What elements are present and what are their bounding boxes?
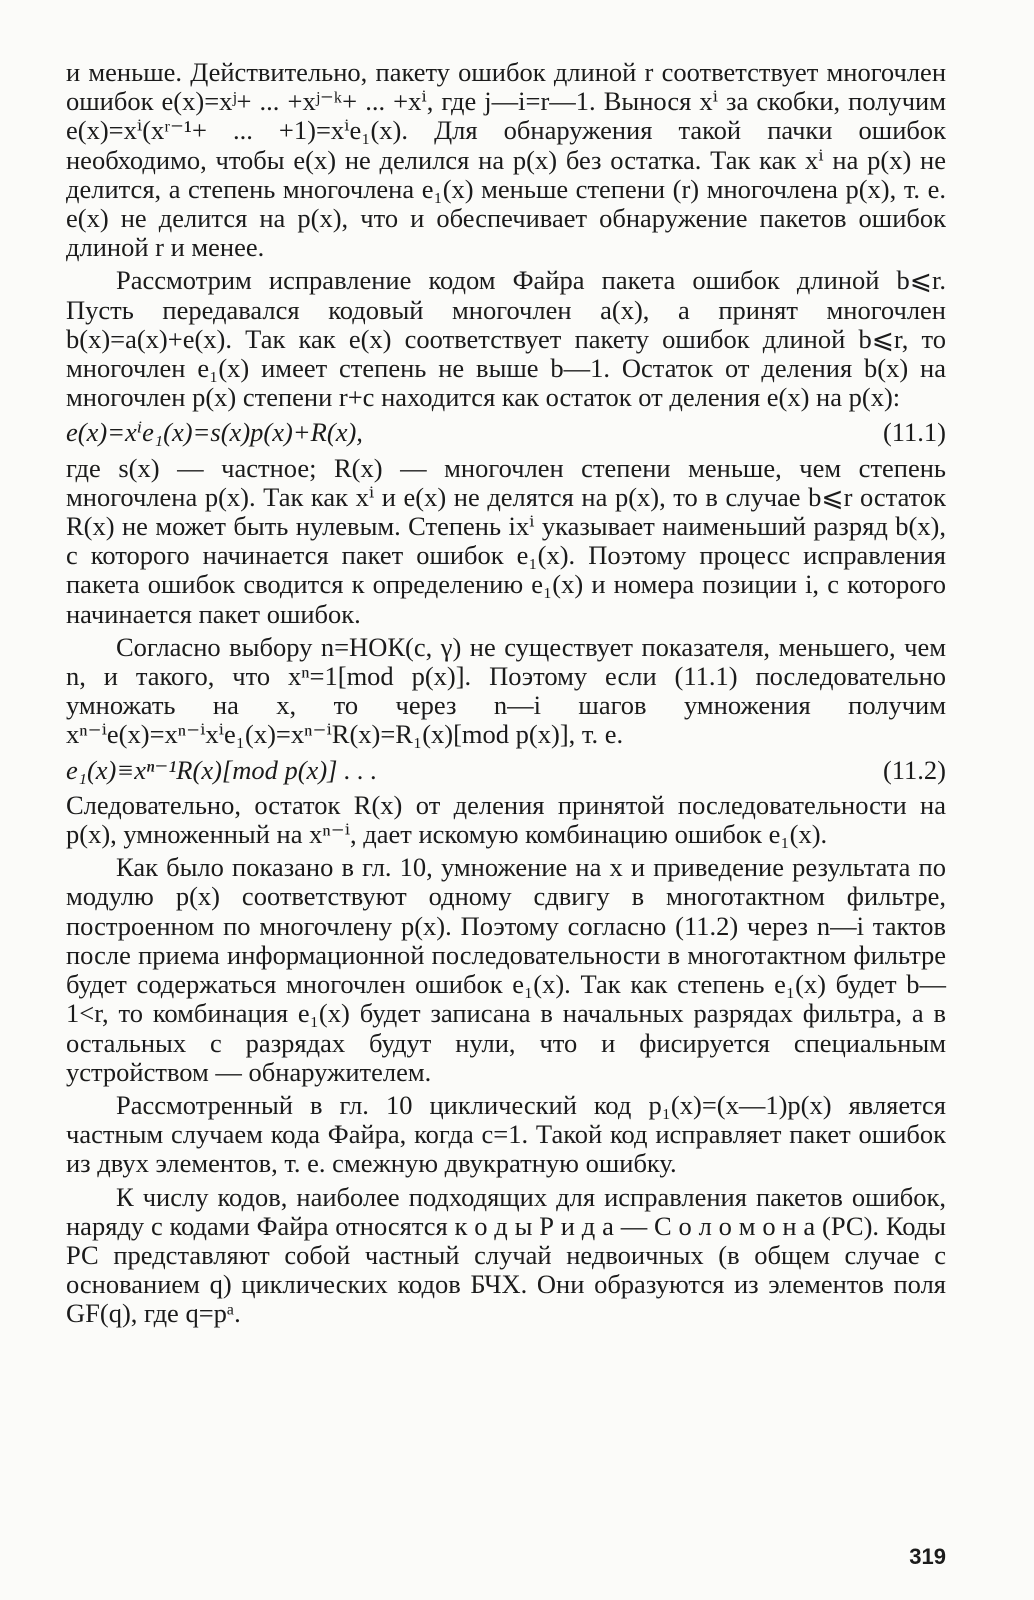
equation-number: (11.2): [882, 754, 946, 785]
equation-number: (11.1): [882, 417, 946, 448]
equation-formula: e(x)=xⁱe₁(x)=s(x)p(x)+R(x),: [66, 417, 363, 448]
paragraph: Следовательно, остаток R(x) от деления принятой последовательности на p(x), умноженный на xⁿ⁻ⁱ, дает искомую комбинацию ошибок e₁(x).: [66, 789, 946, 850]
equation-11-1: [66, 418, 946, 447]
page-number: 319: [909, 1544, 946, 1569]
paragraph: где s(x) — частное; R(x) — многочлен степени меньше, чем степень многочлена p(x). Так как xⁱ и e(x) не делятся на p(x), то в случае b⩽r остаток R(x) не может быть нулевым. Степень ixⁱ указывает наименьший разряд b(x), с которого начинается пакет ошибок e₁(x). Поэтому процесс исправления пакета ошибок сводится к определению e₁(x) и номера позиции i, с которого начинается пакет ошибок.: [66, 452, 946, 629]
paragraph: Рассмотрим исправление кодом Файра пакета ошибок длиной b⩽r. Пусть передавался кодовый многочлен a(x), а принят многочлен b(x)=a(x)+e(x). Так как e(x) соответствует пакету ошибок длиной b⩽r, то многочлен e₁(x) имеет степень не выше b—1. Остаток от деления b(x) на многочлен p(x) степени r+c находится как остаток от деления e(x) на p(x):: [66, 265, 946, 413]
paragraph: и меньше. Действительно, пакету ошибок длиной r соответствует многочлен ошибок e(x)=xʲ+ ... +xʲ⁻ᵏ+ ... +xⁱ, где j—i=r—1. Вынося xⁱ за скобки, получим e(x)=xⁱ(xʳ⁻¹+ ... +1)=xⁱe₁(x). Для обнаружения такой пачки ошибок необходимо, чтобы e(x) не делился на p(x) без остатка. Так как xⁱ на p(x) не делится, а степень многочлена e₁(x) меньше степени (r) многочлена p(x), т. е. e(x) не делится на p(x), что и обеспечивает обнаружение пакетов ошибок длиной r и менее.: [66, 57, 946, 263]
paragraph: Рассмотренный в гл. 10 циклический код p₁(x)=(x—1)p(x) является частным случаем кода Файра, когда c=1. Такой код исправляет пакет ошибок из двух элементов, т. е. смежную двукратную ошибку.: [66, 1089, 946, 1179]
body-text: [66, 58, 946, 1329]
paragraph: К числу кодов, наиболее подходящих для исправления пакетов ошибок, наряду с кодами Файра относятся к о д ы Р и д а — С о л о м о н а (РС). Коды РС представляют собой частный случай недвоичных (в общем случае с основанием q) циклических кодов БЧХ. Они образуются из элементов поля GF(q), где q=pᵃ.: [66, 1181, 946, 1329]
equation-11-2: [66, 756, 946, 785]
equation-formula: e₁(x)≡xⁿ⁻¹R(x)[mod p(x)] . . .: [66, 754, 378, 785]
paragraph: Как было показано в гл. 10, умножение на x и приведение результата по модулю p(x) соответствуют одному сдвигу в многотактном фильтре, построенном по многочлену p(x). Поэтому согласно (11.2) через n—i тактов после приема информационной последовательности в многотактном фильтре будет содержаться многочлен ошибок e₁(x). Так как степень e₁(x) будет b—1<r, то комбинация e₁(x) будет записана в начальных разрядах фильтра, а в остальных c разрядах будут нули, что и фисируется специальным устройством — обнаружителем.: [66, 852, 946, 1087]
paragraph: Согласно выбору n=НОК(c, γ) не существует показателя, меньшего, чем n, и такого, что xⁿ=1[mod p(x)]. Поэтому если (11.1) последовательно умножать на x, то через n—i шагов умножения получим xⁿ⁻ⁱe(x)=xⁿ⁻ⁱxⁱe₁(x)=xⁿ⁻ⁱR(x)=R₁(x)[mod p(x)], т. е.: [66, 631, 946, 750]
